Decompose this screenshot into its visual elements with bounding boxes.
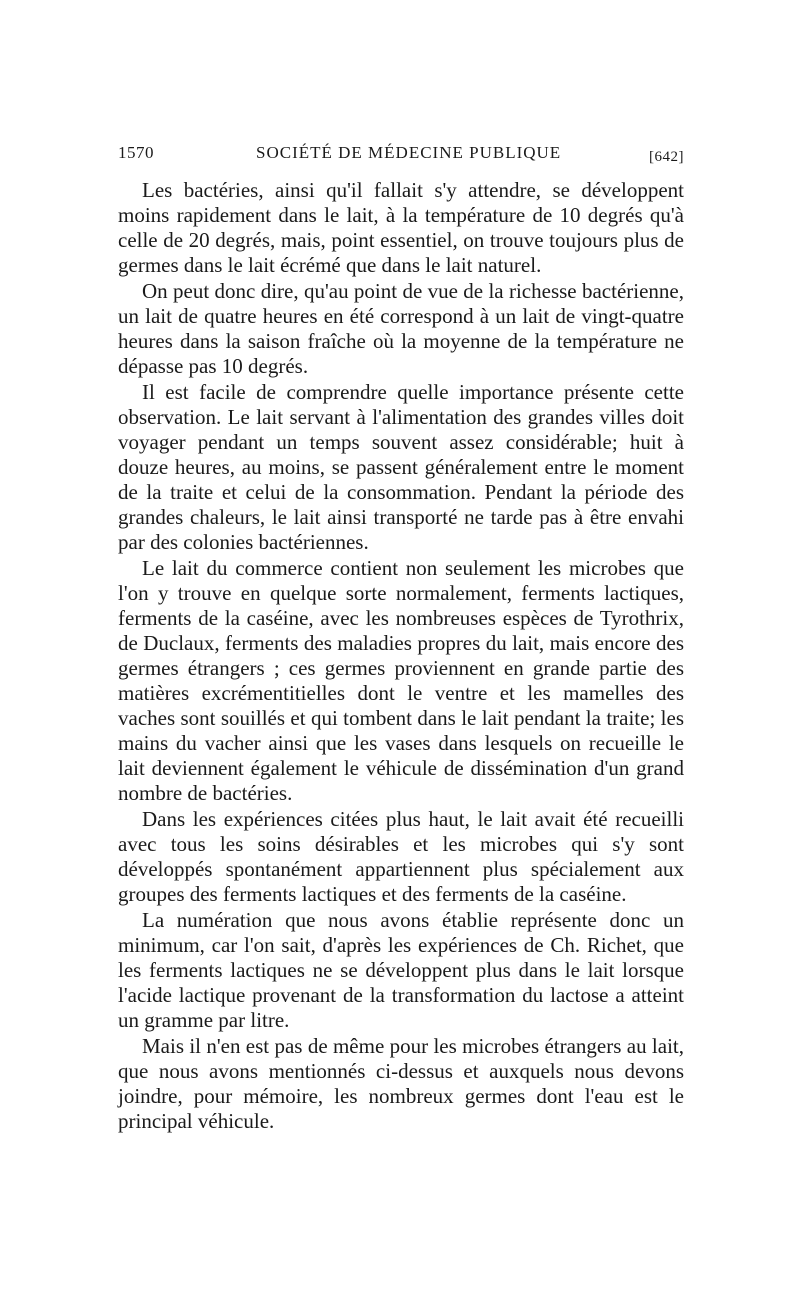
paragraph-4: Le lait du commerce contient non seulement les microbes que l'on y trouve en quelque sorte normalement, ferments lactiques, ferments de la caséine, avec les nombreuses espèces de Tyrothrix, de Duclaux, ferments des maladies propres du lait, mais encore des germes étrangers ; ces germes proviennent en grande partie des matières excrémentitielles dont le ventre et les mamelles des vaches sont souillés et qui tombent dans le lait pendant la traite; les mains du vacher ainsi que les vases dans lesquels on recueille le lait deviennent également le véhicule de dissémination d'un grand nombre de bactéries. [118, 556, 684, 805]
paragraph-7: Mais il n'en est pas de même pour les microbes étrangers au lait, que nous avons mentionnés ci-dessus et auxquels nous devons joindre, pour mémoire, les nombreux germes dont l'eau est le principal véhicule. [118, 1034, 684, 1133]
running-header [118, 143, 684, 167]
page-number: 1570 [118, 143, 154, 162]
paragraph-1: Les bactéries, ainsi qu'il fallait s'y attendre, se développent moins rapidement dans le lait, à la température de 10 degrés qu'à celle de 20 degrés, mais, point essentiel, on trouve toujours plus de germes dans le lait écrémé que dans le lait naturel. [118, 178, 684, 277]
paragraph-2: On peut donc dire, qu'au point de vue de la richesse bactérienne, un lait de quatre heures en été correspond à un lait de vingt-quatre heures dans la saison fraîche où la moyenne de la température ne dépasse pas 10 degrés. [118, 279, 684, 378]
paragraph-6: La numération que nous avons établie représente donc un minimum, car l'on sait, d'après les expériences de Ch. Richet, que les ferments lactiques ne se développent plus dans le lait lorsque l'acide lactique provenant de la transformation du lactose a atteint un gramme par litre. [118, 908, 684, 1032]
body-text [118, 178, 684, 1134]
paragraph-5: Dans les expériences citées plus haut, le lait avait été recueilli avec tous les soins désirables et les microbes qui s'y sont développés spontanément appartiennent plus spécialement aux groupes des ferments lactiques et des ferments de la caséine. [118, 807, 684, 906]
bracket-page-reference: [642] [649, 149, 684, 165]
running-title: SOCIÉTÉ DE MÉDECINE PUBLIQUE [256, 143, 562, 162]
paragraph-3: Il est facile de comprendre quelle importance présente cette observation. Le lait servant à l'alimentation des grandes villes doit voyager pendant un temps souvent assez considérable; huit à douze heures, au moins, se passent généralement entre le moment de la traite et celui de la consommation. Pendant la période des grandes chaleurs, le lait ainsi transporté ne tarde pas à être envahi par des colonies bactériennes. [118, 380, 684, 554]
